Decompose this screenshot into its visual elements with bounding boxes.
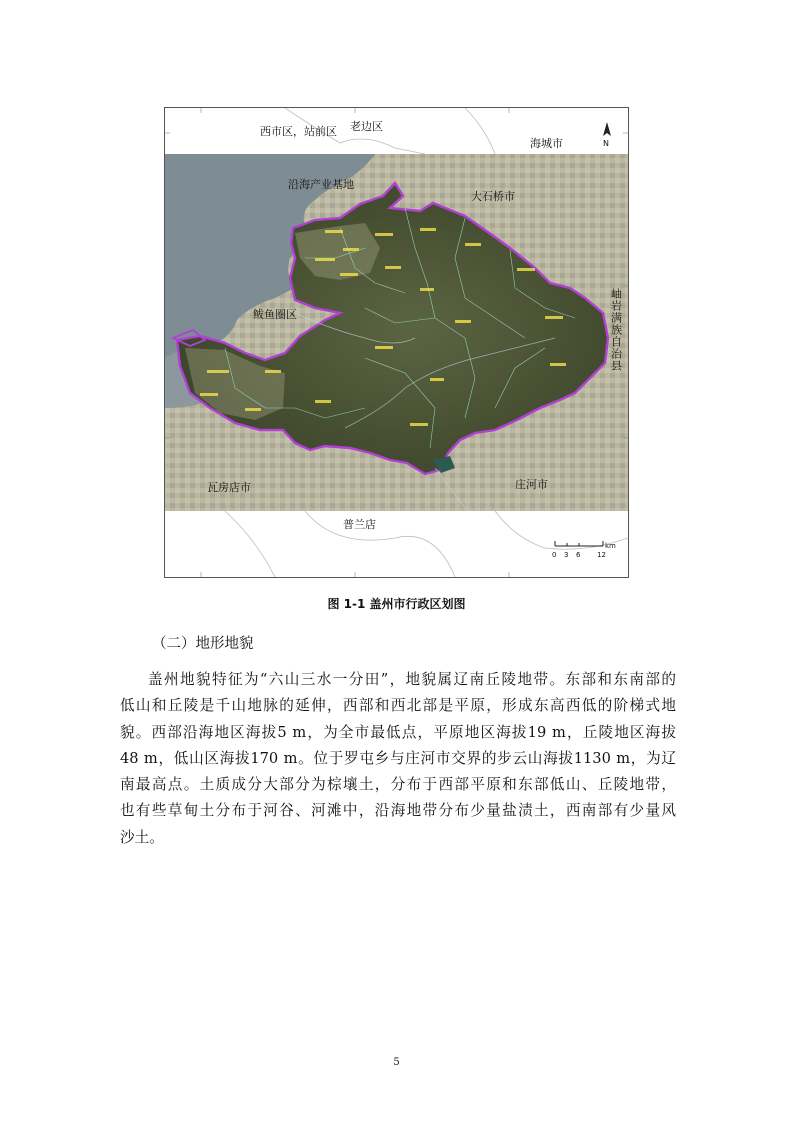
scale-tick-3: 3 [564, 551, 569, 559]
admin-division-map [164, 107, 629, 578]
paragraph-line: 南最高点。土质成分大部分为棕壤土，分布于西部平原和东部低山、丘陵地带， [120, 776, 676, 794]
map-bottom-band [165, 511, 628, 577]
paragraph-line: 貌。西部沿海地区海拔5 m，为全市最低点，平原地区海拔19 m，丘陵地区海拔 [120, 723, 676, 741]
label-zhuanghe: 庄河市 [515, 478, 548, 491]
paragraph-line: 沙土。 [120, 828, 164, 846]
map-canvas [165, 108, 628, 577]
label-dashiqiao: 大石桥市 [471, 190, 515, 203]
paragraph-line: 也有些草甸土分布于河谷、河滩中，沿海地带分布少量盐渍土，西南部有少量风 [120, 802, 676, 820]
scale-unit: km [605, 542, 616, 550]
label-wafangdian: 瓦房店市 [207, 481, 251, 494]
section-heading: （二）地形地貌 [152, 636, 254, 652]
label-bayuquan: 鲅鱼圈区 [253, 308, 297, 321]
paragraph-line: 48 m，低山区海拔170 m。位于罗屯乡与庄河市交界的步云山海拔1130 m，为辽 [120, 749, 676, 767]
north-label: N [603, 139, 609, 148]
label-xishi-zhanqian: 西市区，站前区 [260, 125, 337, 138]
label-haicheng: 海城市 [530, 137, 563, 150]
body-paragraph [120, 667, 676, 851]
label-laobian: 老边区 [350, 120, 383, 133]
figure-caption: 图 1-1 盖州市行政区划图 [327, 597, 466, 611]
label-pulandian: 普兰店 [343, 518, 376, 531]
scale-tick-6: 6 [576, 551, 581, 559]
label-coastal-base: 沿海产业基地 [288, 178, 354, 191]
scale-tick-0: 0 [552, 551, 557, 559]
paragraph-line: 盖州地貌特征为“六山三水一分田”，地貌属辽南丘陵地带。东部和东南部的 [148, 671, 676, 688]
page-number: 5 [393, 1057, 400, 1068]
scale-tick-12: 12 [597, 551, 606, 559]
paragraph-line: 低山和丘陵是千山地脉的延伸，西部和西北部是平原，形成东高西低的阶梯式地 [120, 697, 676, 715]
label-xiuyan: 岫岩满族自治县 [609, 288, 623, 372]
